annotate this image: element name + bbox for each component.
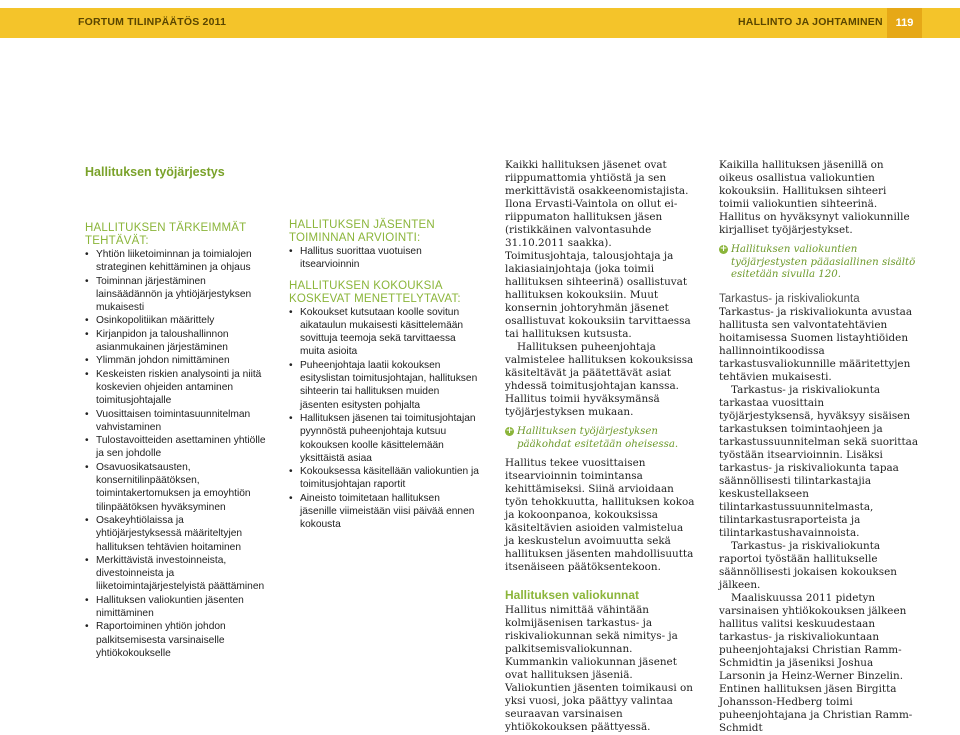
evaluation-heading: HALLITUKSEN JÄSENTEN TOIMINNAN ARVIOINTI: bbox=[289, 219, 435, 244]
procedures-heading: HALLITUKSEN KOKOUKSIA KOSKEVAT MENETTELYTAVAT: bbox=[289, 279, 461, 305]
list-item: • Tulostavoitteiden asettaminen yhtiölle ja sen johdolle bbox=[85, 434, 270, 461]
chapter-title: HALLINTO JA JOHTAMINEN bbox=[738, 16, 883, 28]
paragraph: Hallituksen puheenjohtaja valmistelee hallituksen kokouksissa käsiteltävät ja päätettävät asiat yhdessä toimitusjohtajan kanssa. Hallitus toimii hyväksymänsä työjärjestyksen mukaan. bbox=[505, 341, 694, 418]
link-text: Hallituksen valiokuntien työjärjestysten pääasiallinen sisältö esitetään sivulla 120. bbox=[731, 244, 916, 280]
list-item: • Yhtiön liiketoiminnan ja toimialojen strateginen kehittäminen ja ohjaus bbox=[85, 248, 270, 275]
list-item: • Osinkopolitiikan määrittely bbox=[85, 314, 270, 327]
column-body-text-1 bbox=[505, 159, 695, 734]
list-item: • Hallitus suorittaa vuotuisen itsearvioinnin bbox=[289, 245, 479, 272]
paragraph: Kaikki hallituksen jäsenet ovat riippumattomia yhtiöstä ja sen merkittävistä osakkeenomistajista. Ilona Ervasti-Vaintola on ollut ei-riippumaton hallituksen jäsen (ristikkäinen valvontasuhde 31.10.2011 saakka). Toimitusjohtaja, talousjohtaja ja lakiasiainjohtaja (joka toimii hallituksen sihteerinä) osallistuvat hallituksen kokouksiin. Muut konsernin johtoryhmän jäsenet osallistuvat kokouksiin tarvittaessa tai hallituksen kutsusta. bbox=[505, 159, 691, 340]
section-title: Hallituksen työjärjestys bbox=[85, 165, 225, 179]
paragraph: Maaliskuussa 2011 pidetyn varsinaisen yhtiökokouksen jälkeen hallitus valitsi keskuudestaan tarkastus- ja riskivaliokuntaan puheenjohtajaksi Christian Ramm-Schmidtin ja jäseniksi Joshua Larsonin ja Heinz-Werner Binzelin. Entinen hallituksen jäsen Birgitta Johansson-Hedberg toimi puheenjohtajana ja Christian Ramm-Schmidt bbox=[719, 591, 913, 734]
paragraph: Tarkastus- ja riskivaliokunta tarkastaa vuosittain työjärjestyksensä, hyväksyy sisäisen tarkastuksen toimintaohjeen ja tarkastussuunnitelman sekä suorittaa työstään itsearvioinnin. Lisäksi tarkastus- ja riskivaliokunta tapaa säännöllisesti tilintarkastajia keskustellakseen tilintarkastussuunnitelmasta, tilintarkastusraporteista ja tilintarkastushavainnoista. bbox=[719, 383, 919, 539]
list-item: • Merkittävistä investoinneista, divestoinneista ja liiketoimintajärjestelyistä päättäminen bbox=[85, 554, 270, 594]
list-item: • Puheenjohtaja laatii kokouksen esityslistan toimitusjohtajan, hallituksen sihteerin tai hallituksen muiden jäsenten esitysten pohjalta bbox=[289, 359, 479, 412]
list-item: • Kokoukset kutsutaan koolle sovitun aikataulun mukaisesti käsittelemään sovittuja teemoja sekä tarvittaessa muita asioita bbox=[289, 306, 479, 359]
duties-list bbox=[85, 248, 270, 660]
duties-heading: HALLITUKSEN TÄRKEIMMÄT TEHTÄVÄT: bbox=[85, 222, 247, 247]
list-item: • Osavuosikatsausten, konsernitilinpäätöksen, toimintakertomuksen ja emoyhtiön tilinpäätöksen hyväksyminen bbox=[85, 461, 270, 514]
paragraph: Tarkastus- ja riskivaliokunta avustaa hallitusta sen valvontatehtävien hoitamisessa Suomen listayhtiöiden hallinnointikoodissa tarkastusvaliokunnille määritettyjen tehtävien mukaisesti. bbox=[719, 305, 913, 383]
link-text: Hallituksen työjärjestyksen pääkohdat esitetään oheisessa. bbox=[517, 426, 679, 450]
paragraph: Kaikilla hallituksen jäsenillä on oikeus osallistua valiokuntien kokouksiin. Hallituksen sihteeri toimii valiokuntien sihteerinä. Hallitus on hyväksynyt valiokunnille kirjalliset työjärjestykset. bbox=[719, 159, 910, 236]
column-body-text-2 bbox=[719, 159, 919, 735]
paragraph: Tarkastus- ja riskivaliokunta raportoi työstään hallitukselle säännöllisesti jokaisen kokouksen jälkeen. bbox=[719, 539, 897, 591]
page-number: 119 bbox=[887, 8, 922, 38]
list-item: • Osakeyhtiölaissa ja yhtiöjärjestyksessä määriteltyjen hallituksen tehtävien hoitaminen bbox=[85, 514, 270, 554]
list-item: • Raportoiminen yhtiön johdon palkitsemisesta varsinaiselle yhtiökokoukselle bbox=[85, 620, 270, 660]
subheading-audit-committee: Tarkastus- ja riskivaliokunta bbox=[719, 292, 860, 305]
cross-reference-link[interactable] bbox=[505, 426, 695, 451]
list-item: • Hallituksen valiokuntien jäsenten nimittäminen bbox=[85, 594, 270, 621]
list-item: • Kokouksessa käsitellään valiokuntien ja toimitusjohtajan raportit bbox=[289, 465, 479, 492]
paragraph: Hallitus tekee vuosittaisen itsearvioinnin toimintansa kehittämiseksi. Siinä arvioidaan työn tehokkuutta, hallituksen kokoa ja kokoonpanoa, kokouksissa käsiteltävien asioiden valmistelua ja keskustelun avoimuutta sekä hallituksen jäsenten mahdollisuutta itsenäiseen päätöksentekoon. bbox=[505, 457, 695, 573]
list-item: • Vuosittaisen toimintasuunnitelman vahvistaminen bbox=[85, 408, 270, 435]
evaluation-list bbox=[289, 245, 479, 272]
list-item: • Toiminnan järjestäminen lainsäädännön ja yhtiöjärjestyksen mukaisesti bbox=[85, 275, 270, 315]
subheading-committees: Hallituksen valiokunnat bbox=[505, 588, 640, 602]
list-item: • Ylimmän johdon nimittäminen bbox=[85, 354, 270, 367]
paragraph: Hallitus nimittää vähintään kolmijäsenisen tarkastus- ja riskivaliokunnan sekä nimitys- ja palkitsemisvaliokunnan. Kummankin valiokunnan jäsenet ovat hallituksen jäseniä. Valiokuntien jäsenten toimikausi on yksi vuosi, joka päättyy valintaa seuraavan varsinaisen yhtiökokouksen päättyessä. bbox=[505, 604, 693, 733]
list-item: • Keskeisten riskien analysointi ja niitä koskevien ohjeiden antaminen toimitusjohtajalle bbox=[85, 368, 270, 408]
list-item: • Aineisto toimitetaan hallituksen jäsenille viimeistään viisi päivää ennen kokousta bbox=[289, 492, 479, 532]
cross-reference-link[interactable] bbox=[719, 244, 919, 282]
column-evaluation-procedures bbox=[289, 219, 479, 532]
page-header bbox=[0, 8, 960, 38]
plus-circle-icon: + bbox=[719, 244, 728, 254]
list-item: • Hallituksen jäsenen tai toimitusjohtajan pyynnöstä puheenjohtaja kutsuu kokouksen koolle käsittelemään yksittäistä asiaa bbox=[289, 412, 479, 465]
procedures-list bbox=[289, 306, 479, 532]
list-item: • Kirjanpidon ja taloushallinnon asianmukainen järjestäminen bbox=[85, 328, 270, 355]
plus-circle-icon: + bbox=[505, 426, 514, 436]
column-main-duties bbox=[85, 222, 270, 660]
report-title: FORTUM TILINPÄÄTÖS 2011 bbox=[78, 16, 227, 28]
